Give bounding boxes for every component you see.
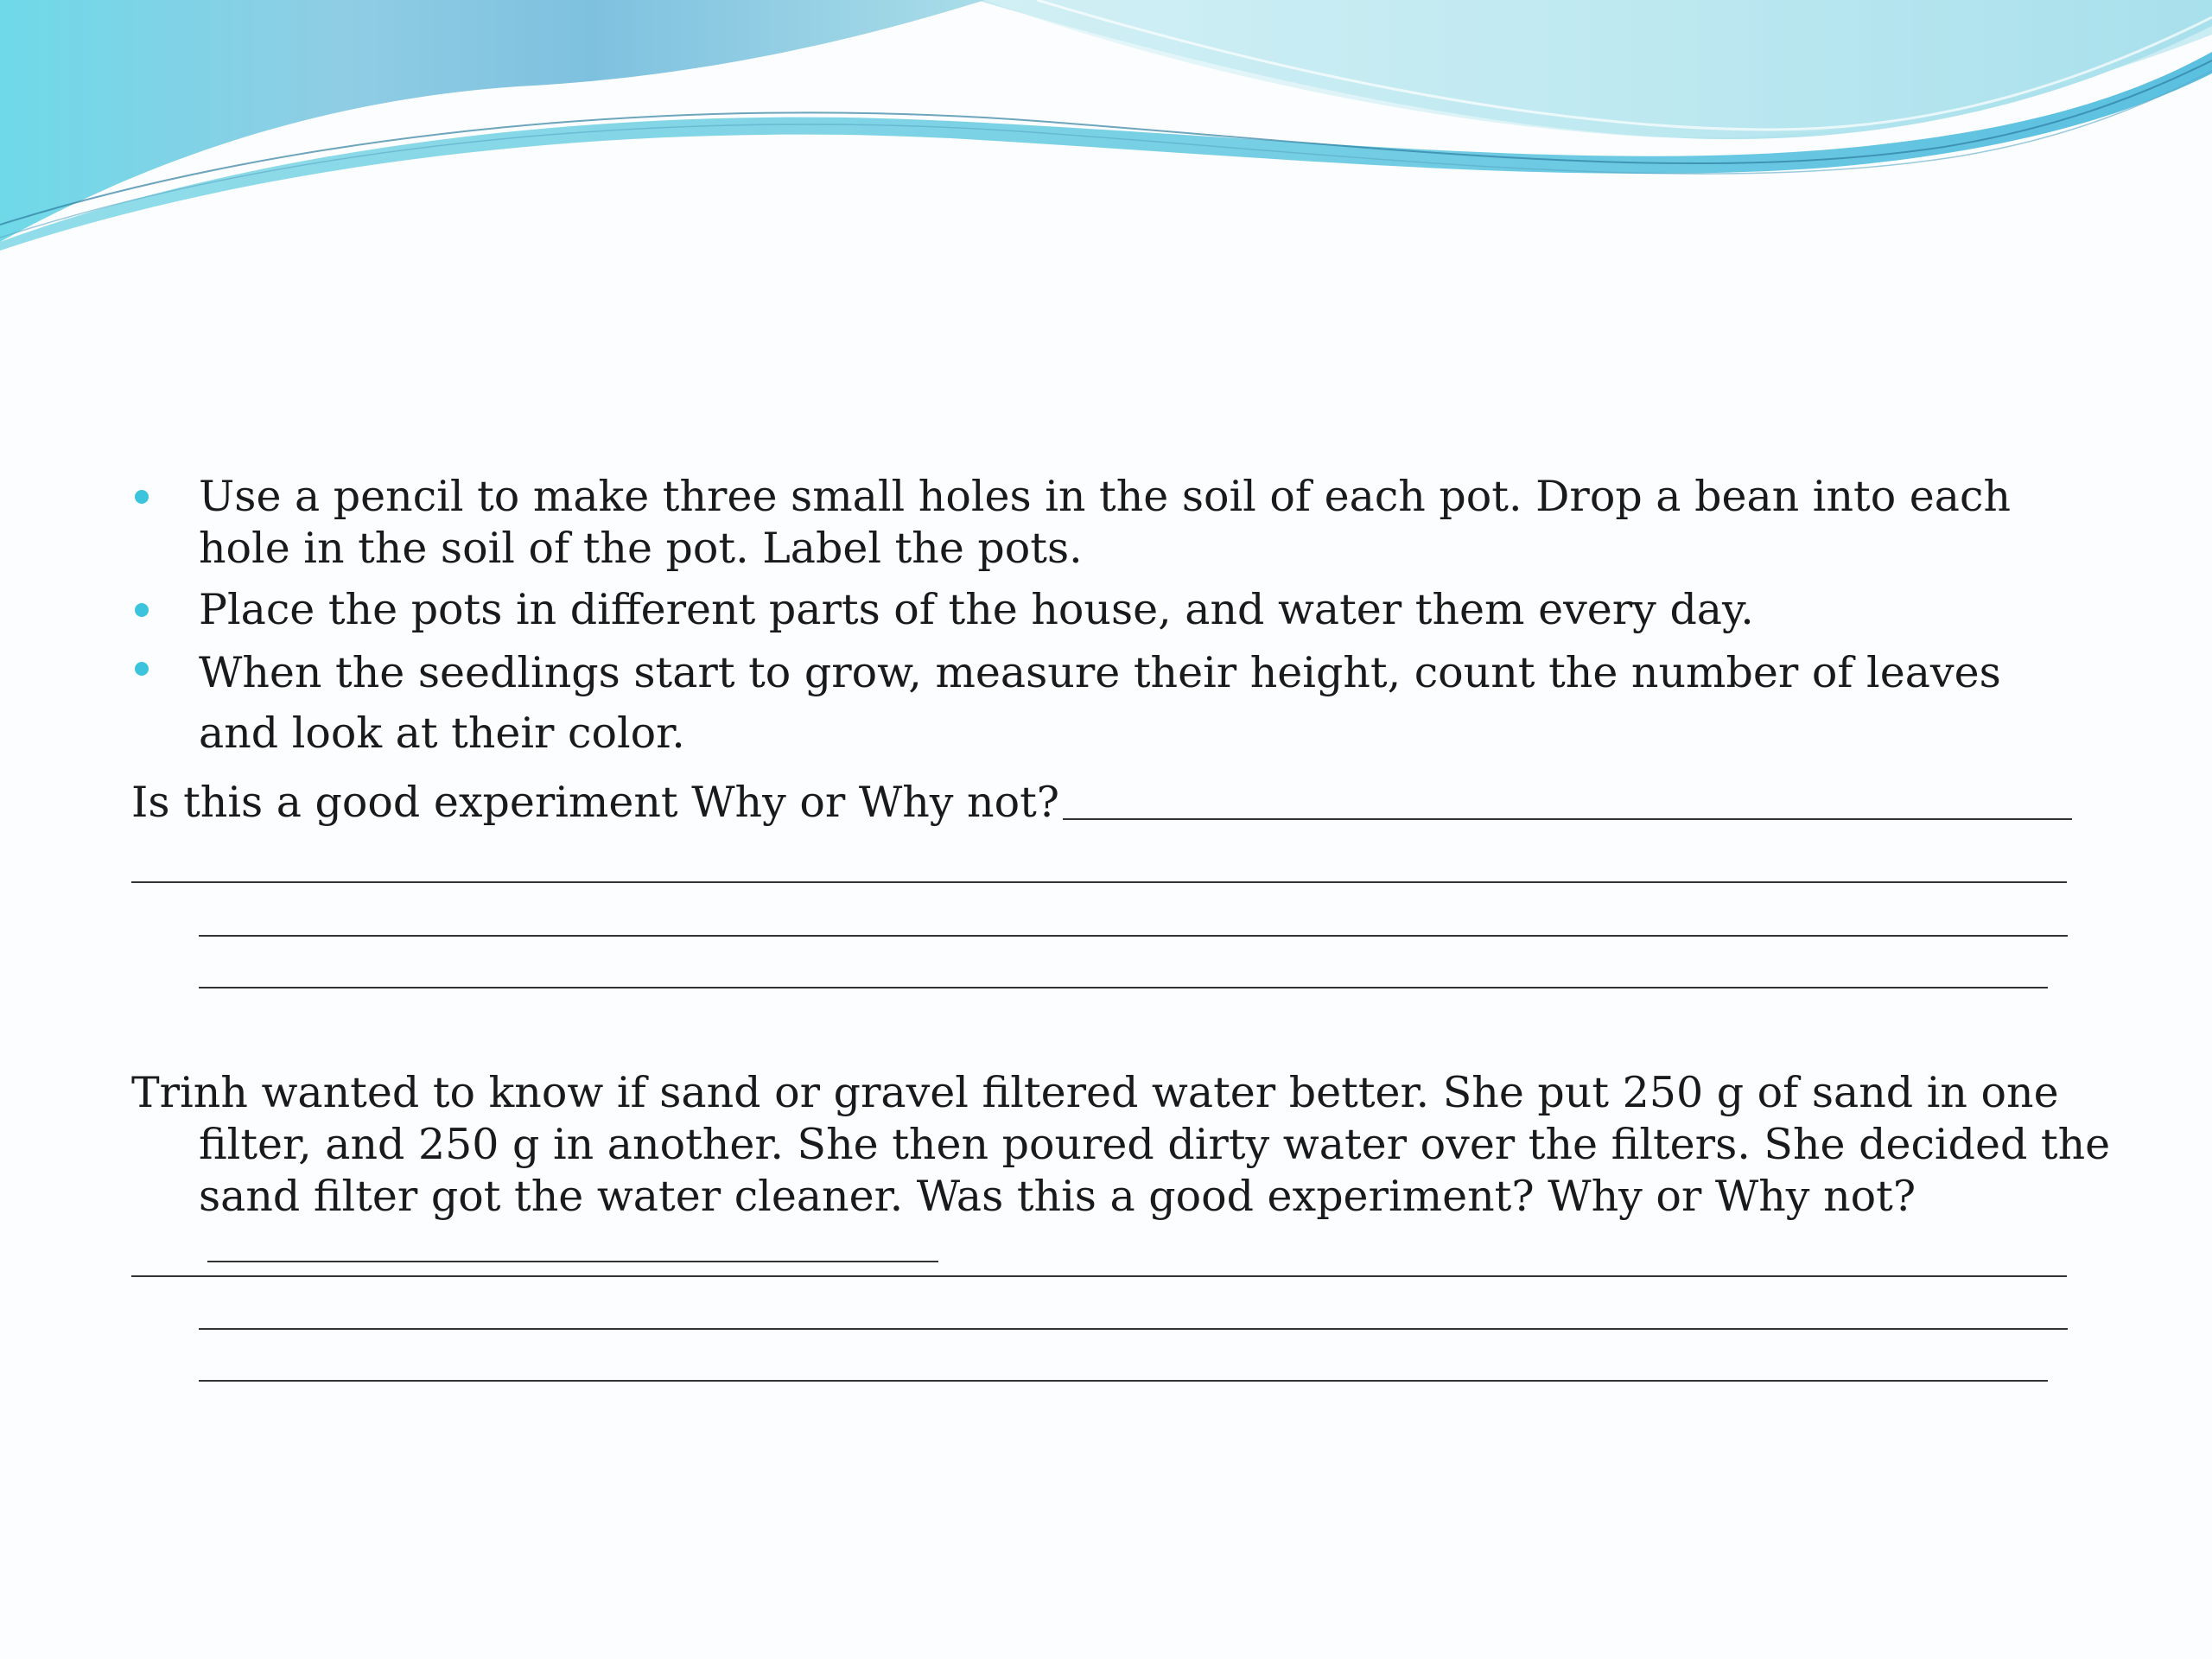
answer-line[interactable] bbox=[199, 1380, 2048, 1382]
answer-line[interactable] bbox=[199, 987, 2048, 988]
bullet-dot-icon bbox=[135, 490, 149, 504]
instructions-block bbox=[131, 471, 2075, 829]
header-wave-decoration bbox=[0, 0, 2212, 285]
bullet-text: Place the pots in different parts of the house, and water them every day. bbox=[199, 585, 1754, 634]
bullet-dot-icon bbox=[135, 662, 149, 676]
bullet-item bbox=[131, 643, 2075, 764]
answer-line[interactable] bbox=[199, 1328, 2068, 1330]
answer-line[interactable] bbox=[131, 1275, 2067, 1277]
bullet-item bbox=[131, 584, 2075, 636]
trinh-question-text: Trinh wanted to know if sand or gravel filtered water better. She put 250 g of sand in one filter, and 250 g in another. She then poured dirty water over the filters. She decided the sand filter got the water cleaner. Was this a good experiment? Why or Why not? bbox=[131, 1068, 2111, 1221]
bullet-dot-icon bbox=[135, 603, 149, 617]
bullet-item bbox=[131, 471, 2075, 575]
question-1 bbox=[131, 772, 2075, 829]
bullet-text: When the seedlings start to grow, measure their height, count the number of leaves and look at their color. bbox=[199, 648, 2001, 758]
question-1-text: Is this a good experiment Why or Why not? bbox=[131, 778, 1060, 827]
trinh-question bbox=[131, 1067, 2143, 1274]
answer-line[interactable] bbox=[131, 881, 2067, 883]
answer-line[interactable] bbox=[199, 935, 2068, 937]
bullet-list bbox=[131, 471, 2075, 764]
answer-blank[interactable] bbox=[1063, 818, 2072, 820]
answer-blank[interactable] bbox=[207, 1226, 938, 1262]
bullet-text: Use a pencil to make three small holes in the soil of each pot. Drop a bean into each hole in the soil of the pot. Label the pots. bbox=[199, 472, 2011, 573]
